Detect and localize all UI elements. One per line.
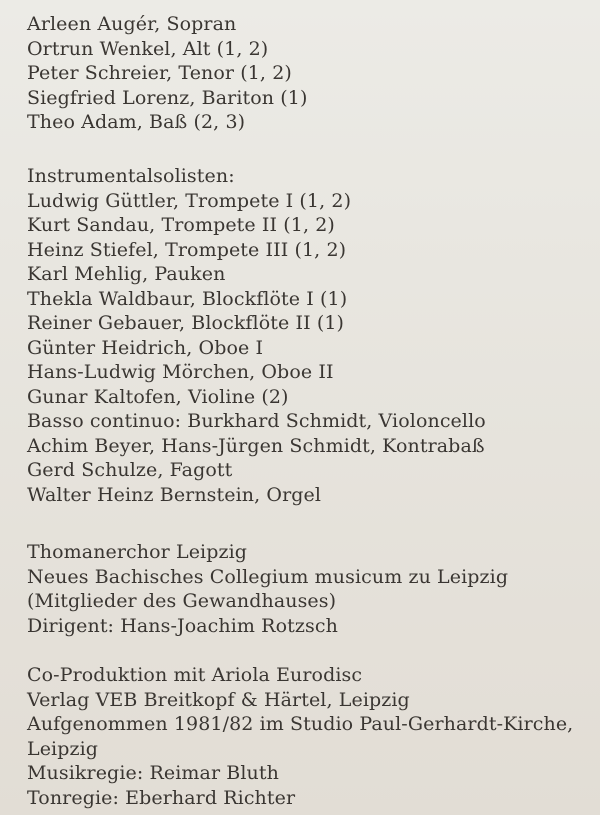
credit-line: Siegfried Lorenz, Bariton (1) [27, 86, 308, 109]
credit-line: Leipzig [27, 737, 99, 760]
credit-line: Gerd Schulze, Fagott [27, 459, 233, 481]
instrumental-soloists-list [27, 164, 486, 507]
credit-line: Basso continuo: Burkhard Schmidt, Violoncello [27, 410, 486, 432]
credit-line: Heinz Stiefel, Trompete III (1, 2) [27, 238, 347, 261]
credit-line: Walter Heinz Bernstein, Orgel [27, 483, 322, 506]
credit-line: Musikregie: Reimar Bluth [27, 762, 279, 784]
credit-line: Dirigent: Hans-Joachim Rotzsch [27, 614, 338, 637]
credit-line: Neues Bachisches Collegium musicum zu Leipzig [27, 565, 509, 588]
credit-line: Theo Adam, Baß (2, 3) [27, 111, 246, 133]
credit-line: Aufgenommen 1981/82 im Studio Paul-Gerhardt-Kirche, [27, 713, 574, 735]
credit-line: Achim Beyer, Hans-Jürgen Schmidt, Kontrabaß [27, 434, 485, 457]
credit-line: Ludwig Güttler, Trompete I (1, 2) [27, 189, 352, 212]
production-credits-list [27, 663, 573, 810]
credit-line: Tonregie: Eberhard Richter [27, 786, 296, 809]
ensembles-list [27, 540, 508, 638]
credit-line: (Mitglieder des Gewandhauses) [27, 590, 337, 612]
credit-line: Thomanerchor Leipzig [27, 541, 248, 563]
credit-line: Günter Heidrich, Oboe I [27, 336, 264, 359]
credit-line: Peter Schreier, Tenor (1, 2) [27, 62, 292, 84]
credit-line: Gunar Kaltofen, Violine (2) [27, 385, 289, 408]
credit-line: Kurt Sandau, Trompete II (1, 2) [27, 214, 335, 236]
credit-line: Karl Mehlig, Pauken [27, 263, 226, 285]
section-heading: Instrumentalsolisten: [27, 165, 235, 187]
credit-line: Co-Produktion mit Ariola Eurodisc [27, 664, 363, 686]
credit-line: Reiner Gebauer, Blockflöte II (1) [27, 312, 345, 334]
credit-line: Ortrun Wenkel, Alt (1, 2) [27, 37, 269, 60]
credit-line: Verlag VEB Breitkopf & Härtel, Leipzig [27, 688, 410, 711]
credit-line: Hans-Ludwig Mörchen, Oboe II [27, 361, 334, 383]
credit-line: Arleen Augér, Sopran [27, 13, 237, 35]
vocal-soloists-list [27, 12, 307, 135]
credit-line: Thekla Waldbaur, Blockflöte I (1) [27, 287, 348, 310]
